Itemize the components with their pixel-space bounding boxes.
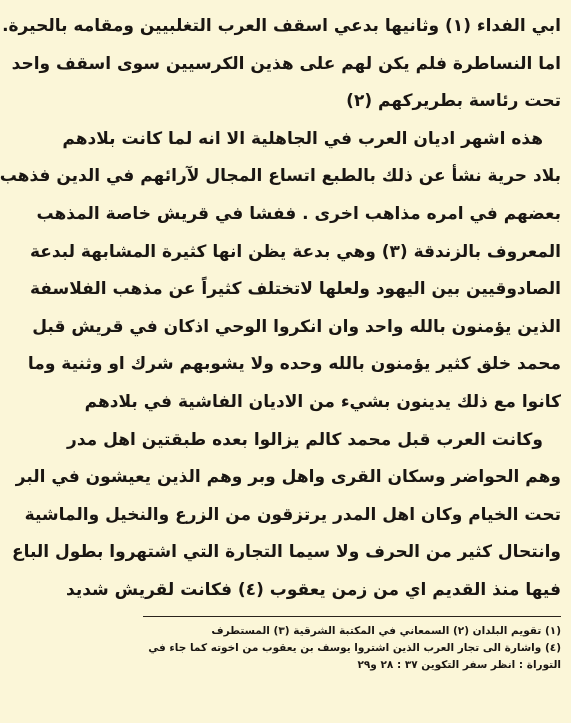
text-line: هذه اشهر اديان العرب في الجاهلية الا انه لما كانت بلادهم	[62, 128, 543, 149]
footnote-line: (١) تقويم البلدان (٢) السمعاني في المكتبة الشرقية (٣) المستطرف	[211, 624, 561, 637]
footnote-separator	[143, 616, 561, 617]
text-line: فيها منذ القديم اي من زمن يعقوب (٤) فكانت لقريش شديد	[66, 579, 561, 600]
body-text	[0, 8, 561, 610]
text-line: الذين يؤمنون بالله واحد وان انكروا الوحي اذكان في قريش قبل	[32, 316, 561, 337]
text-line: بلاد حرية نشأ عن ذلك بالطبع اتساع المجال لآرائهم في الدين فذهب	[0, 166, 561, 187]
text-line: كانوا مع ذلك يدينون بشيء من الاديان الفاشية في بلادهم	[84, 391, 561, 412]
footnotes	[143, 623, 561, 674]
text-line: تحت الخيام وكان اهل المدر يرتزقون من الزرع والنخيل والماشية	[24, 504, 561, 525]
text-line: ابي الفداء (١) وثانيها بدعي اسقف العرب التغلبيين ومقامه بالحيرة.	[2, 16, 561, 36]
text-line: وانتحال كثير من الحرف ولا سيما التجارة التي اشتهروا بطول الباع	[11, 542, 561, 563]
text-line: بعضهم في امره مذاهب اخرى . ففشا في قريش خاصة المذهب	[36, 203, 561, 224]
text-line: المعروف بالزندقة (٣) وهي بدعة يظن انها كثيرة المشابهة لبدعة	[29, 241, 561, 262]
text-line: الصادوقيين بين اليهود ولعلها لاتختلف كثيراً عن مذهب الفلاسفة	[29, 279, 561, 300]
text-line: وهم الحواضر وسكان القرى واهل وبر وهم الذين يعيشون في البر	[15, 467, 561, 488]
text-line: تحت رئاسة بطريركهم (٢)	[346, 91, 561, 112]
footnote-line: (٤) واشارة الى تجار العرب الذين اشتروا يوسف بن يعقوب من اخوته كما جاء في	[148, 641, 561, 654]
text-line: محمد خلق كثير يؤمنون بالله وحده ولا يشوبهم شرك او وثنية وما	[27, 354, 561, 375]
text-line: وكانت العرب قبل محمد كالم يزالوا بعده طبقتين اهل مدر	[67, 429, 543, 450]
text-line: اما النساطرة فلم يكن لهم على هذين الكرسيين سوى اسقف واحد	[11, 53, 561, 74]
footnote-line: التوراة : انظر سفر التكوين ٣٧ : ٢٨ و٢٩	[357, 658, 561, 671]
